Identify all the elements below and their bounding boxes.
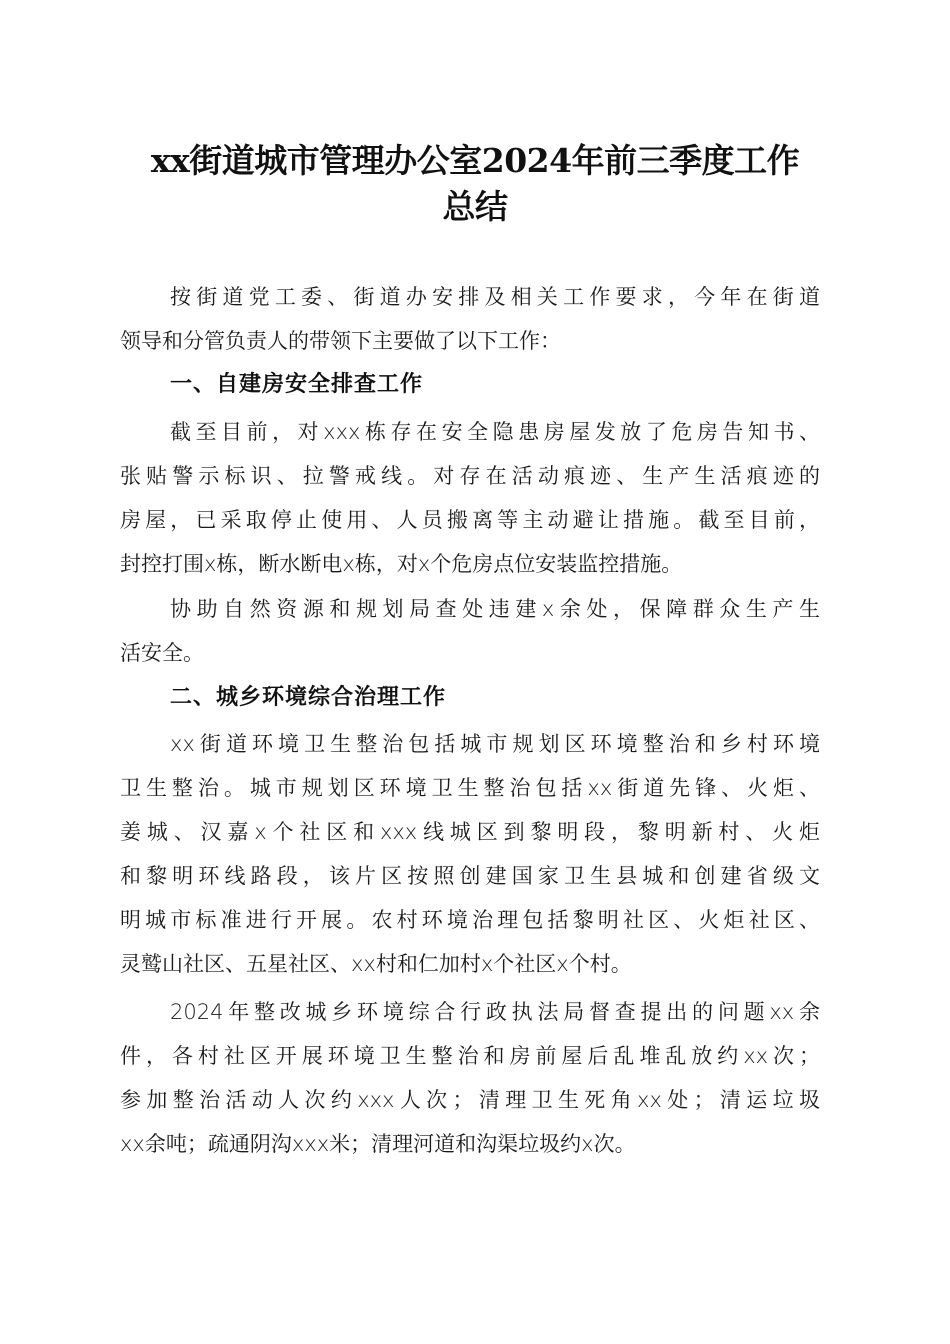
section-1-heading: 一、自建房安全排查工作 — [170, 372, 424, 397]
s2-p1-line-1: xx街道环境卫生整治包括城市规划区环境整治和乡村环境 — [170, 732, 820, 756]
s2-p2-line-3: 参加整治活动人次约xxx人次；清理卫生死角xx处；清运垃圾 — [120, 1088, 820, 1112]
s2-p1-line-6: 灵鹫山社区、五星社区、xx村和仁加村x个社区x个村。 — [120, 952, 632, 976]
s2-p2-line-1: 2024年整改城乡环境综合行政执法局督查提出的问题xx余 — [170, 1000, 820, 1024]
s2-p1-line-4: 和黎明环线路段，该片区按照创建国家卫生县城和创建省级文 — [120, 864, 820, 888]
s1-p2-line-2: 活安全。 — [120, 641, 204, 665]
section-2-heading: 二、城乡环境综合治理工作 — [170, 685, 447, 710]
s1-p1-line-3: 房屋，已采取停止使用、人员搬离等主动避让措施。截至目前， — [120, 508, 820, 532]
document-title-line-1: xx街道城市管理办公室2024年前三季度工作 — [150, 141, 800, 180]
intro-line-2: 领导和分管负责人的带领下主要做了以下工作： — [120, 329, 561, 353]
s1-p2-line-1: 协助自然资源和规划局查处违建x余处，保障群众生产生 — [170, 597, 820, 621]
s2-p2-line-2: 件，各村社区开展环境卫生整治和房前屋后乱堆乱放约xx次； — [120, 1044, 820, 1068]
s1-p1-line-2: 张贴警示标识、拉警戒线。对存在活动痕迹、生产生活痕迹的 — [120, 464, 820, 488]
s2-p2-line-4: xx余吨；疏通阴沟xxx米；清理河道和沟渠垃圾约x次。 — [120, 1132, 636, 1156]
intro-line-1: 按街道党工委、街道办安排及相关工作要求，今年在街道 — [170, 285, 820, 309]
s1-p1-line-4: 封控打围x栋，断水断电x栋，对x个危房点位安装监控措施。 — [120, 552, 683, 576]
s2-p1-line-5: 明城市标准进行开展。农村环境治理包括黎明社区、火炬社区、 — [120, 908, 820, 932]
document-title-line-2: 总结 — [442, 187, 508, 226]
s2-p1-line-2: 卫生整治。城市规划区环境卫生整治包括xx街道先锋、火炬、 — [120, 776, 820, 800]
s2-p1-line-3: 姜城、汉嘉x个社区和xxx线城区到黎明段，黎明新村、火炬 — [120, 820, 820, 844]
s1-p1-line-1: 截至目前，对xxx栋存在安全隐患房屋发放了危房告知书、 — [170, 420, 820, 444]
